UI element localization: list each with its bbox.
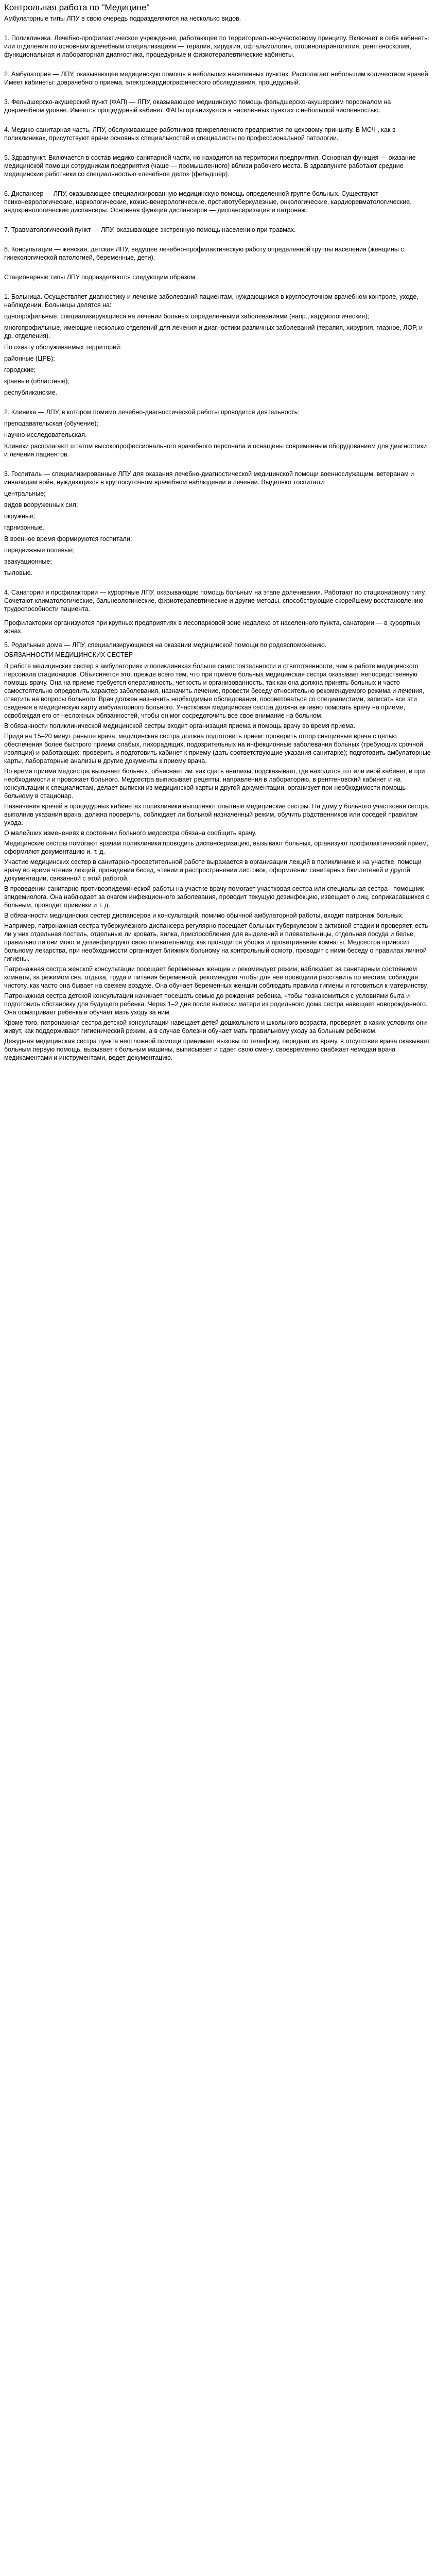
duties-paragraph: Придя на 15–20 минут раньше врача, медицинская сестра должна подготовить прием: проверить отпор сиящиевые врача с целью обеспечения более быстрого приема слабых, пихорадящих, подозрительных на инфекционные заболевания больных (требующих срочной изоляции) и работающих; проверить и подготовить кабинет к приему (дать соответствующие указания санитарке); подготовить амбулаторные карты, лабораторные анализы и другие документы к приему врача. xyxy=(4,733,431,765)
gospital-wartime-kind: передвижные полевые; xyxy=(4,547,75,554)
section-sanatorium xyxy=(4,588,431,635)
duties-paragraph: Дежурная медицинская сестра пункта неотложной помощи принимает вызовы по телефону, передает их врачу, в отсутствие врача оказывает больным первую помощь, вызывает к больным машины, выписывает и сдает свою смену, своевременно снабжает чемодан врача медикаментами и инструментами, ведет документацию. xyxy=(4,1038,430,1061)
duties-paragraph: Медицинские сестры помогают врачам поликлиники проводить диспансеризацию, вызывают больных, организуют профилактический прием, оформляют документацию и. т. д. xyxy=(4,840,429,855)
gospital-wartime-label: В военное время формируются госпитали: xyxy=(4,535,132,543)
stationary-intro: Стационарные типы ЛПУ подразделяются следующим образом. xyxy=(4,274,197,281)
duties-paragraph: В обязанности поликлинической медицинской сестры входит организация приема и помощь врачу во время приема. xyxy=(4,722,356,730)
type-trauma-point: 7. Травматологический пункт — ЛПУ, оказывающее экстренную помощь населению при травмах. xyxy=(4,226,296,233)
type-consultations: 8. Консультации — женская, детская ЛПУ, ведущее лечебно-профилактическую работу определенной группы населения (женщины с гинекологической патологией, беременные, дети). xyxy=(4,246,404,261)
sanatorium-definition: 4. Санатории и профилактории — курортные ЛПУ, оказывающие помощь больным на этапе долечивания. Работают по стационарному типу. Сочетают климатологические, бальнеологические, физиотерапевтические и другие методы, способствующие скорейшему восстановлению трудоспособности пациента. xyxy=(4,589,426,613)
clinic-staff: Клиники располагают штатом высокопрофессионального врачебного персонала и оснащены современным оборудованием для диагностики и лечения пациентов. xyxy=(4,443,427,458)
hospital-kind: однопрофильные, специализирующиеся на лечении больных определенными заболеваниями (напр., кардиологические); xyxy=(4,313,370,320)
sanatorium-location: Профилактории организуются при крупных предприятиях в лесопарковой зоне недалеко от населенного пункта, санатории — в курортных зонах. xyxy=(4,619,421,635)
gospital-kind: гарнизонные. xyxy=(4,524,44,531)
type-dispensary: 6. Диспансер — ЛПУ, оказывающее специализированную медицинскую помощь определенной группе больных. Существуют психоневрологические, наркологические, кожно-венерологические, противотуберкулезные, онкологические, кардиоревматологические, эндокринологические диспансеры. Основная функция диспансеров — диспансеризация и патронаж. xyxy=(4,190,412,214)
gospital-wartime-kind: эвакуационные; xyxy=(4,558,52,565)
clinic-activity: научно-исследовательская. xyxy=(4,431,87,438)
gospital-kind: видов вооруженных сил; xyxy=(4,501,78,509)
intro-text: Амбулаторные типы ЛПУ в свою очередь подразделяются на несколько видов. xyxy=(4,15,241,22)
maternity-definition: 5. Родильные дома — ЛПУ, специализирующиеся на оказании медицинской помощи по родовспоможению. xyxy=(4,641,327,649)
gospital-wartime-kind: тыловые. xyxy=(4,569,33,577)
duties-paragraph: О малейших изменениях в состоянии больного медсестра обязана сообщить врачу. xyxy=(4,829,257,837)
page-title: Контрольная работа по "Медицине" xyxy=(4,3,150,12)
type-fap: 3. Фельдшерско-акушерский пункт (ФАП) — ЛПУ, оказывающее медицинскую помощь фельдшерско-акушерским персоналом на доврачебном уровне. Имеется процедурный кабинет. ФАПы организуются в населенных пунктах с небольшой численностью. xyxy=(4,98,391,114)
duties-paragraph: Патронажная сестра детской консультации начинает посещать семью до рождения ребенка, чтобы познакомиться с условиями быта и подготовить обстановку для будущего ребенка. Через 1–2 дня после выписки матери из родильного дома сестра навещает новорожденного. Она осматривает ребенка и обучает мать уходу за ним. xyxy=(4,992,428,1016)
duties-section xyxy=(4,662,431,1062)
type-health-post: 5. Здравпункт. Включается в состав медико-санитарной части, но находится на территории предприятия. Основная функция — оказание медицинской помощи сотрудникам предприятия (чаще — промышленного) вблизи рабочего места. В здравпункте работают средние медицинские работники со специальностью «лечебное дело» (фельдшер). xyxy=(4,154,416,178)
duties-paragraph: Патронажная сестра женской консультации посещает беременных женщин и рекомендует режим, наблюдает за санитарным состоянием комнаты, за режимом сна, отдыха, труда и питания беременной, рекомендует чтобы для неё проводили расставить по местам, соблюдая чистоту, как часто она бывает на свежем воздухе. Она обучает беременных женщин соблюдать правила гигиены и готовиться к материнству. xyxy=(4,965,428,989)
section-gospital xyxy=(4,470,431,577)
clinic-definition: 2. Клиника — ЛПУ, в котором помимо лечебно-диагностической работы проводится деятельность: xyxy=(4,409,300,416)
section-clinic xyxy=(4,408,431,459)
duties-paragraph: Во время приема медсестра вызывает больных, объясняет им. как сдать анализы, подсказывает, где находится тот или иной кабинет, и при необходимости и провожает больного. Медсестра выписывает рецепты, направления в лабораторию, в рентгеновский кабинет и на консультации к специалистам, делает выписки из медицинской карты и другой документации, организует при необходимости помощь больному в стационар. xyxy=(4,768,425,800)
duties-paragraph: Участие медицинских сестер в санитарно-просветительной работе выражается в организации лекций в поликлинике и на участке, помощи врачу во время чтения лекций, проведении бесед, чтении и распространении листовок, оформлении санитарных бюллетеней и другой документации, связанной с этой работой. xyxy=(4,858,422,882)
clinic-activity: преподавательская (обучение); xyxy=(4,420,98,427)
gospital-definition: 3. Госпиталь — специализированные ЛПУ для оказания лечебно-диагностической медицинской помощи военнослужащим, ветеранам и инвалидам войн, нуждающихся в круглосуточном врачебном наблюдении и лечении. Выделяют госпитали: xyxy=(4,470,414,486)
hospital-definition: 1. Больница. Осуществляет диагностику и лечение заболеваний пациентам, нуждающимся в круглосуточном врачебном контроле, уходе, наблюдении. Больницы делятся на: xyxy=(4,293,418,309)
hospital-coverage-item: районные (ЦРБ); xyxy=(4,355,55,362)
duties-paragraph: Например, патронажная сестра туберкулезного диспансера регулярно посещает больных туберкулезом в активной стадии и проверяет, есть ли у них отдельная постель, отдельные ли кровать, вилка, приспособления для выделений и плевательницы, отдельная посуда и белье, правильно ли они моют и дезинфицируют свою плевательницу, как проводится уборка и проветривание комнаты. Медсестра приносит больному лекарства, при необходимости организует ближних больному на контрольный осмотр, проводит с ними беседу о правилах личной гигиены. xyxy=(4,922,428,962)
hospital-coverage-item: республиканские. xyxy=(4,389,57,396)
hospital-kind: многопрофильные, имеющие несколько отделений для лечения и диагностики различных заболеваний (терапия, хирургия, глазное, ЛОР, и др. отделения). xyxy=(4,324,423,340)
type-msch: 4. Медико-санитарная часть, ЛПУ, обслуживающее работников прикрепленного предприятия по цеховому принципу. В МСЧ , как в поликлиниках, присутствуют врачи основных специальностей и специалисты по профессиональной патологии. xyxy=(4,126,396,142)
duties-paragraph: В работе медицинских сестер в амбулаториях и поликлиниках больше самостоятельности и ответственности, чем в работе медицинского персонала стационаров. Объясняется это, прежде всего тем, что при приеме больных медицинская сестра оказывает непосредственную помощь врачу. Она на приеме требуется оперативность, четкость и организованность, так как она должна принять больных и часто самостоятельно определить характер заболевания, назначить лечение, провести беседу относительно рекомендуемого режима и лечения, ответить на вопросы больного. Врач должен назначить необходимые обследования, посоветоваться со специалистами, записать все эти сведения в медицинскую карту амбулаторного больного. Участковая медицинская сестра должна активно помогать врачу на приеме, освобождая его от несложных обязанностей, чтобы он мог сосредоточить все свое внимание на больном. xyxy=(4,663,425,719)
hospital-coverage-label: По охвату обслуживаемых территорий: xyxy=(4,344,122,351)
section-hospital xyxy=(4,293,431,397)
duties-paragraph: В обязанности медицинских сестер диспансеров и консультаций, помимо обычной амбулаторной работы, входит патронаж больных. xyxy=(4,912,404,919)
hospital-coverage-item: краевые (областные); xyxy=(4,378,69,385)
duties-paragraph: Назначения врачей в процедурных кабинетах поликлиники выполняют опытные медицинские сестры. На дому у больного участковая сестра, выполнив указания врача, должна проверить, соблюдает ли больной назначенный режим, обучить родственников или соседей правилам ухода. xyxy=(4,803,430,826)
duties-paragraph: В проведении санитарно-противоэпидемической работы на участке врачу помогает участковая сестра или специальная сестра - помощник эпидемиолога. Она наблюдает за очагом инфекционного заболевания, проводит текущую дезинфекцию, извещает о лиц, соприкасавшихся с больным, проводит прививки и т. д. xyxy=(4,885,430,909)
gospital-kind: окружные; xyxy=(4,513,36,520)
type-ambulatory: 2. Амбулатория — ЛПУ, оказывающее медицинскую помощь в небольших населенных пунктах. Располагает небольшим количеством врачей. Имеет кабинеты: доврачебного приема, электрокардиографического обследования, процедурный. xyxy=(4,71,430,86)
type-polyclinic: 1. Поликлиника. Лечебно-профилактическое учреждение, работающее по территориально-участковому принципу. Включает в себя кабинеты или отделения по основным врачебным специализациям — терапия, хирургия, офтальмология, оториноларингология, рентгеноскопия, функциональная и лабораторная диагностика, процедурные и физиотерапевтические кабинеты. xyxy=(4,35,429,58)
duties-heading: ОБЯЗАННОСТИ МЕДИЦИНСКИХ СЕСТЕР xyxy=(4,651,133,658)
hospital-coverage-item: городские; xyxy=(4,366,36,374)
gospital-kind: центральные; xyxy=(4,490,46,497)
duties-paragraph: Кроме того, патронажная сестра детской консультации навещает детей дошкольного и школьного возраста, проверяет, в каких условиях они живут, как поддерживают гигиенический режим, а в случае болезни обучает мать правильному уходу за больным ребенком. xyxy=(4,1019,427,1035)
